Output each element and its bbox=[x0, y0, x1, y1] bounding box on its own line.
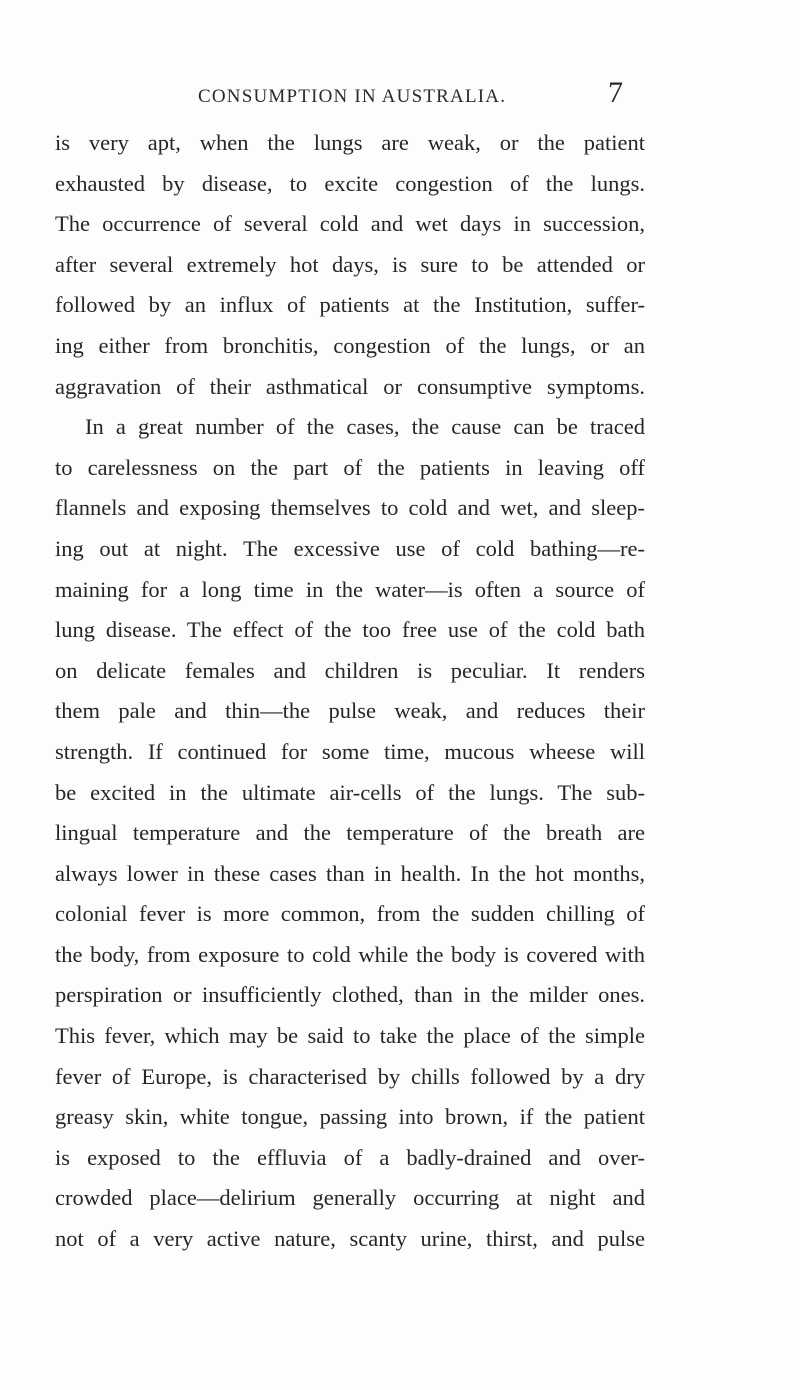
text-line: exhausted by disease, to excite congestion of the lungs. bbox=[55, 170, 645, 196]
text-line: lingual temperature and the temperature of the breath are bbox=[55, 820, 645, 846]
text-line: The occurrence of several cold and wet days in succession, bbox=[55, 211, 645, 237]
text-line: maining for a long time in the water—is often a source of bbox=[55, 576, 645, 602]
text-line: not of a very active nature, scanty urine, thirst, and pulse bbox=[55, 1226, 645, 1252]
text-line: followed by an influx of patients at the Institution, suffer- bbox=[55, 292, 645, 318]
text-line: after several extremely hot days, is sure to be attended or bbox=[55, 251, 645, 277]
text-line: flannels and exposing themselves to cold and wet, and sleep- bbox=[55, 495, 645, 521]
body-text bbox=[55, 123, 645, 1260]
text-line: lung disease. The effect of the too free use of the cold bath bbox=[55, 617, 645, 643]
text-line: the body, from exposure to cold while the body is covered with bbox=[55, 941, 645, 967]
text-line: is exposed to the effluvia of a badly-drained and over- bbox=[55, 1144, 645, 1170]
text-line: is very apt, when the lungs are weak, or the patient bbox=[55, 130, 645, 155]
text-line: to carelessness on the part of the patients in leaving off bbox=[55, 454, 645, 480]
text-line: always lower in these cases than in health. In the hot months, bbox=[55, 860, 645, 886]
text-line: This fever, which may be said to take the place of the simple bbox=[55, 1023, 645, 1049]
text-line: greasy skin, white tongue, passing into brown, if the patient bbox=[55, 1104, 645, 1130]
text-line: crowded place—delirium generally occurring at night and bbox=[55, 1185, 645, 1211]
text-line: strength. If continued for some time, mucous wheese will bbox=[55, 738, 645, 764]
text-line: colonial fever is more common, from the sudden chilling of bbox=[55, 901, 645, 927]
running-title: CONSUMPTION IN AUSTRALIA. bbox=[198, 86, 507, 107]
text-line: be excited in the ultimate air-cells of the lungs. The sub- bbox=[55, 779, 645, 805]
text-line: on delicate females and children is peculiar. It renders bbox=[55, 657, 645, 683]
text-line: In a great number of the cases, the cause can be traced bbox=[85, 414, 645, 440]
text-line: perspiration or insufficiently clothed, than in the milder ones. bbox=[55, 982, 645, 1008]
text-line: them pale and thin—the pulse weak, and reduces their bbox=[55, 698, 645, 724]
text-line: ing out at night. The excessive use of cold bathing—re- bbox=[55, 535, 645, 561]
text-line: fever of Europe, is characterised by chills followed by a dry bbox=[55, 1063, 645, 1089]
text-line: aggravation of their asthmatical or consumptive symptoms. bbox=[55, 373, 645, 399]
text-line: ing either from bronchitis, congestion of the lungs, or an bbox=[55, 332, 645, 358]
page-number: 7 bbox=[608, 76, 623, 109]
